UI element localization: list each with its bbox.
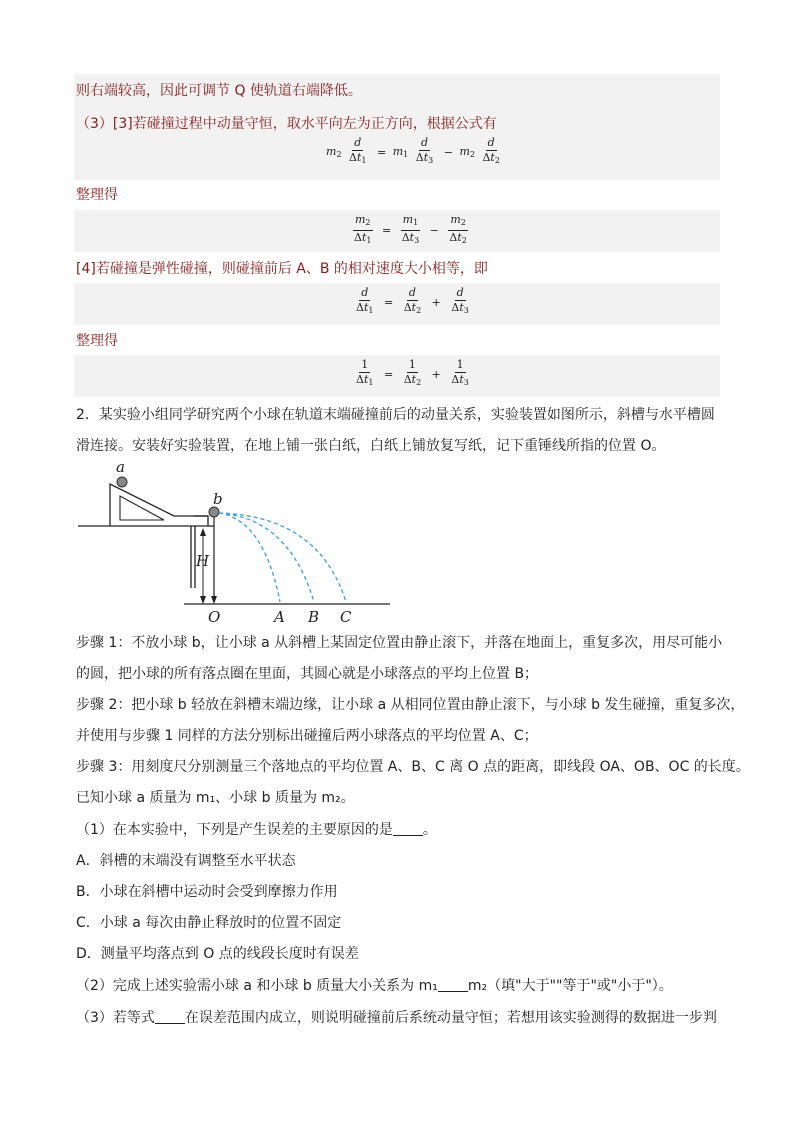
- option-b: B．小球在斜槽中运动时会受到摩擦力作用: [76, 884, 338, 900]
- option-c: C．小球 a 每次由静止释放时的位置不固定: [76, 915, 342, 931]
- problem-intro-2: 滑连接。安装好实验装置，在地上铺一张白纸，白纸上铺放复写纸，记下重锤线所指的位置 O。: [76, 438, 666, 454]
- option-a: A．斜槽的末端没有调整至水平状态: [76, 853, 296, 869]
- question-2: [76, 977, 673, 995]
- step-3-line: 步骤 3：用刻度尺分别测量三个落地点的平均位置 A、B、C 离 O 点的距离，即线段 OA、OB、OC 的长度。: [76, 759, 750, 775]
- ball-a: [117, 477, 127, 487]
- answer-blank-2[interactable]: [438, 977, 468, 992]
- question-3: [76, 1009, 717, 1027]
- solution-line-1: 则右端较高，因此可调节 Q 使轨道右端降低。: [76, 83, 362, 99]
- equation-1: $m_2$ $\frac{d}{\Delta t_1}$ = $m_1$ $\frac{d}{\Delta t_3}$ − $m_2$ $\frac{d}{\Delta t_2}$: [326, 136, 500, 165]
- answer-blank-3[interactable]: [155, 1009, 185, 1024]
- question-3-end: 在误差范围内成立，则说明碰撞前后系统动量守恒；若想用该实验测得的数据进一步判: [184, 1010, 717, 1026]
- equation-4: $\frac{1}{\Delta t_1}$ = $\frac{1}{\Delta t_2}$ + $\frac{1}{\Delta t_3}$: [356, 358, 469, 387]
- label-A: A: [274, 608, 285, 626]
- question-2-end: （填"大于""等于"或"小于"）。: [487, 978, 673, 994]
- equation-3: $\frac{d}{\Delta t_1}$ = $\frac{d}{\Delta t_2}$ + $\frac{d}{\Delta t_3}$: [356, 286, 469, 315]
- label-H: H: [196, 552, 210, 570]
- question-2-start: （2）完成上述实验需小球 a 和小球 b 质量大小关系为 m₁: [76, 978, 438, 994]
- arrange-label-2: 整理得: [76, 333, 118, 349]
- label-B: B: [308, 608, 320, 626]
- question-3-start: （3）若等式: [76, 1010, 155, 1026]
- question-1: [76, 821, 437, 839]
- question-2-mid: m₂: [467, 978, 488, 994]
- solution-line-4: [4]若碰撞是弹性碰撞，则碰撞前后 A、B 的相对速度大小相等，即: [76, 261, 488, 277]
- step-2-line-2: 并使用与步骤 1 同样的方法分别标出碰撞后两小球落点的平均位置 A、C；: [76, 728, 538, 744]
- apparatus-figure: [74, 458, 404, 628]
- label-b: b: [213, 490, 223, 508]
- label-O: O: [208, 608, 221, 626]
- masses-line: 已知小球 a 质量为 m₁、小球 b 质量为 m₂。: [76, 790, 355, 806]
- label-C: C: [340, 608, 352, 626]
- solution-line-2: （3）[3]若碰撞过程中动量守恒，取水平向左为正方向，根据公式有: [76, 116, 497, 132]
- ball-b: [209, 507, 219, 517]
- step-1-line-1: 步骤 1：不放小球 b，让小球 a 从斜槽上某固定位置由静止滚下，并落在地面上，重复多次，用尽可能小: [76, 635, 723, 651]
- arrange-label-1: 整理得: [76, 187, 118, 203]
- step-1-line-2: 的圆，把小球的所有落点圈在里面，其圆心就是小球落点的平均上位置 B；: [76, 666, 539, 682]
- answer-blank-1[interactable]: [393, 821, 423, 836]
- question-1-end: 。: [422, 822, 437, 838]
- label-a: a: [116, 458, 125, 476]
- equation-2: $\frac{m_2}{\Delta t_1}$ = $\frac{m_1}{\Delta t_3}$ − $\frac{m_2}{\Delta t_2}$: [354, 213, 467, 245]
- problem-intro-1: 2．某实验小组同学研究两个小球在轨道末端碰撞前后的动量关系，实验装置如图所示，斜槽与水平槽圆: [76, 407, 715, 423]
- question-1-text: （1）在本实验中，下列是产生误差的主要原因的是: [76, 822, 393, 838]
- option-d: D．测量平均落点到 O 点的线段长度时有误差: [76, 946, 359, 962]
- step-2-line-1: 步骤 2：把小球 b 轻放在斜槽末端边缘，让小球 a 从相同位置由静止滚下，与小球 b 发生碰撞，重复多次，: [76, 697, 745, 713]
